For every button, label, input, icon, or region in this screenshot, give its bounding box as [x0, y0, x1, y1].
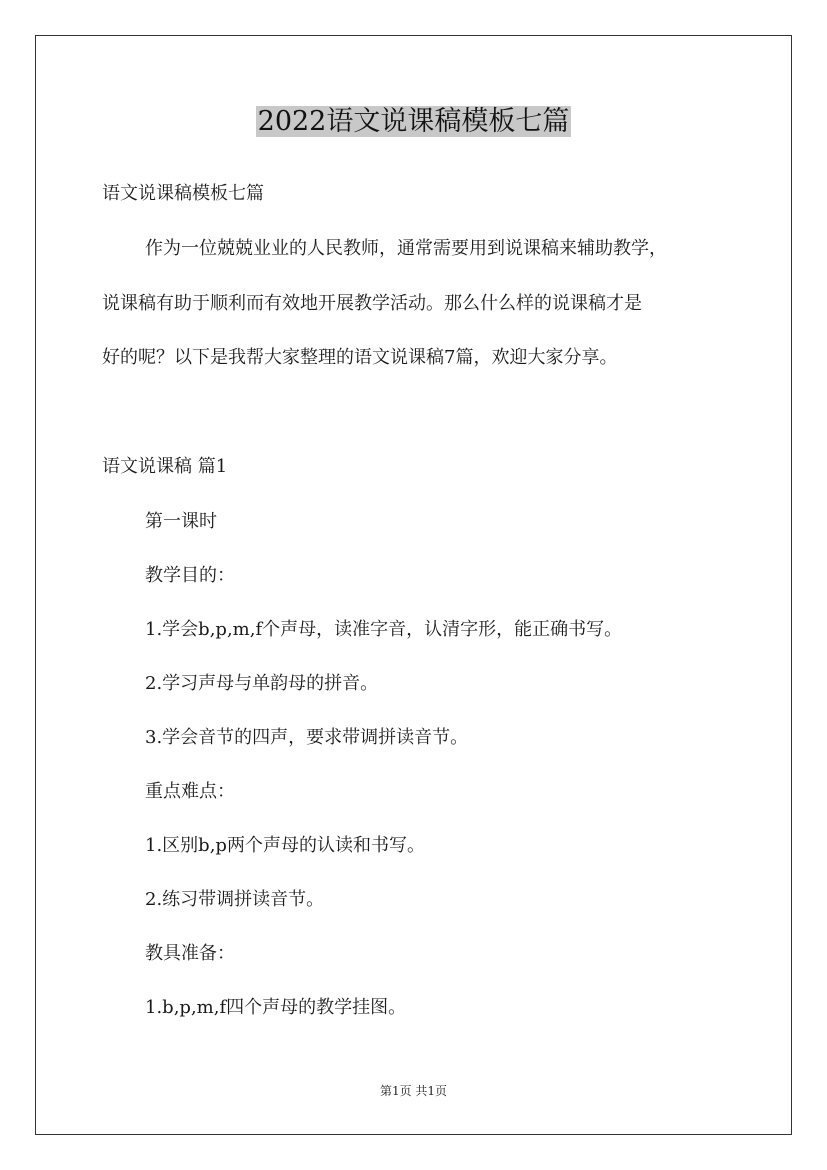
goal-item: 2.学习声母与单韵母的拼音。	[145, 673, 379, 694]
document-title-container	[0, 102, 827, 142]
key-points-heading: 重点难点：	[145, 781, 235, 802]
goal-item: 1.学会b,p,m,f个声母，读准字音，认清字形，能正确书写。	[145, 619, 623, 640]
intro-line-2: 说课稿有助于顺利而有效地开展教学活动。那么什么样的说课稿才是	[102, 293, 642, 314]
page-footer: 第1页 共1页	[379, 1084, 448, 1098]
document-subtitle: 语文说课稿模板七篇	[102, 183, 264, 204]
goals-heading: 教学目的：	[145, 565, 235, 586]
document-title: 2022语文说课稿模板七篇	[257, 106, 570, 137]
goal-item: 3.学会音节的四声，要求带调拼读音节。	[145, 727, 469, 748]
intro-line-3: 好的呢？以下是我帮大家整理的语文说课稿7篇，欢迎大家分享。	[102, 347, 618, 368]
key-point-item: 2.练习带调拼读音节。	[145, 889, 325, 910]
key-point-item: 1.区别b,p两个声母的认读和书写。	[145, 835, 425, 856]
materials-heading: 教具准备：	[145, 943, 235, 964]
material-item: 1.b,p,m,f四个声母的教学挂图。	[145, 997, 407, 1018]
intro-line-1: 作为一位兢兢业业的人民教师，通常需要用到说课稿来辅助教学，	[145, 238, 667, 259]
lesson-label: 第一课时	[145, 511, 217, 532]
section-heading: 语文说课稿 篇1	[102, 456, 228, 477]
